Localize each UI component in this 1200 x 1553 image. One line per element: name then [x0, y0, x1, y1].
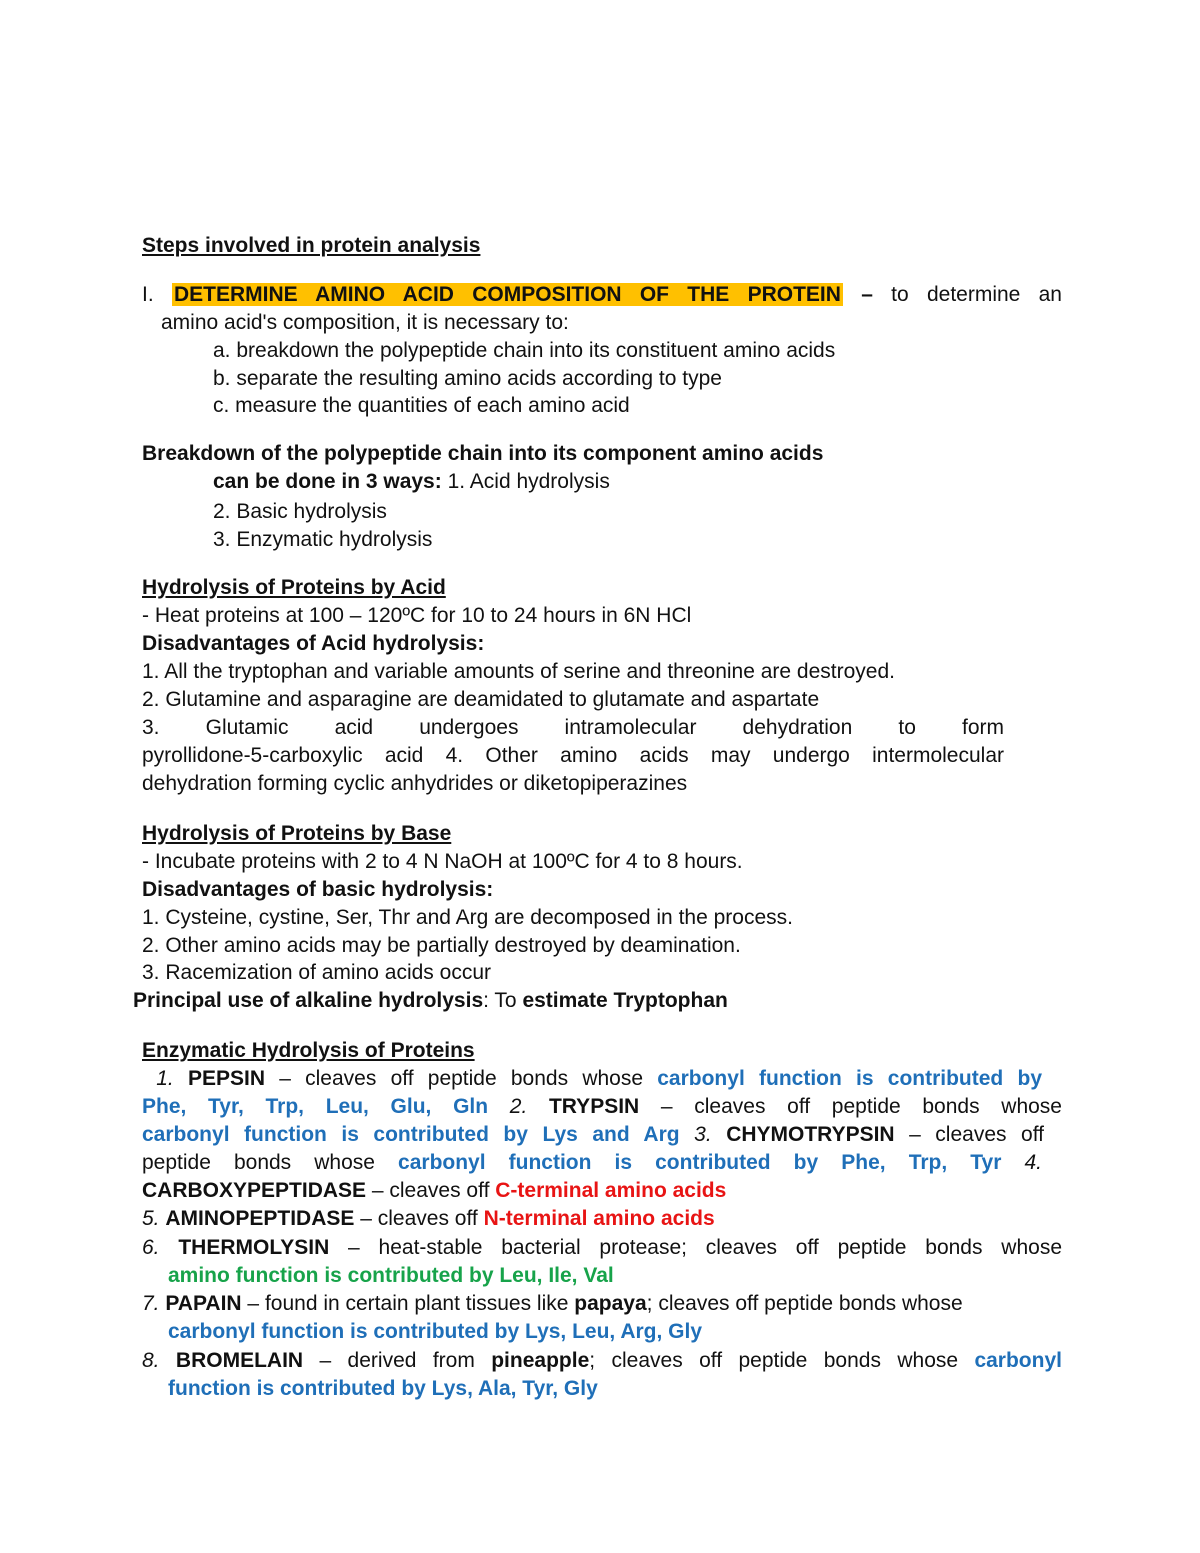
enzyme-text: – cleaves off [894, 1123, 1044, 1146]
acid-heading: Hydrolysis of Proteins by Acid [142, 576, 446, 599]
enzyme-text: ; cleaves off peptide bonds whose [646, 1292, 963, 1315]
enzyme-thermolysin: THERMOLYSIN [178, 1236, 330, 1259]
enzyme-line-12 [168, 1376, 598, 1402]
list-item: a. breakdown the polypeptide chain into its constituent amino acids [213, 339, 836, 362]
enzyme-source: papaya [574, 1292, 647, 1315]
alkaline-use-label: Principal use of alkaline hydrolysis [133, 989, 484, 1012]
alkaline-use-mid: : To [483, 989, 523, 1012]
list-item: c. measure the quantities of each amino acid [213, 394, 630, 417]
enzyme-text: – cleaves off peptide bonds whose [639, 1095, 1062, 1118]
page-title: Steps involved in protein analysis [142, 234, 481, 257]
enzyme-carboxypeptidase: CARBOXYPEPTIDASE [142, 1179, 367, 1202]
list-item: dehydration forming cyclic anhydrides or diketopiperazines [142, 772, 688, 795]
enzyme-text: peptide bonds whose [142, 1151, 399, 1174]
enzyme-papain: PAPAIN [165, 1292, 242, 1315]
enzyme-specificity: N-terminal amino acids [483, 1207, 715, 1230]
enzyme-text: – derived from [303, 1349, 492, 1372]
enzyme-number: 1. [156, 1067, 174, 1090]
alkaline-use-value: estimate Tryptophan [522, 989, 728, 1012]
list-item: 2. Other amino acids may be partially destroyed by deamination. [142, 934, 741, 957]
list-item: 3. Glutamic acid undergoes intramolecular dehydration to form [142, 716, 1004, 739]
enzyme-text: – heat-stable bacterial protease; cleaves off peptide bonds whose [329, 1236, 1062, 1259]
enzyme-number: 2. [509, 1095, 528, 1118]
breakdown-heading: Breakdown of the polypeptide chain into its component amino acids [142, 442, 824, 465]
list-item: 1. Cysteine, cystine, Ser, Thr and Arg are decomposed in the process. [142, 906, 793, 929]
enzyme-text: ; cleaves off peptide bonds whose [589, 1349, 975, 1372]
enzyme-line-3 [142, 1122, 1044, 1148]
section-1-heading-line: I. DETERMINE AMINO ACID COMPOSITION OF THE PROTEIN – to determine an [142, 283, 1062, 306]
enzyme-specificity: function is contributed by Lys, Ala, Tyr, Gly [168, 1377, 598, 1400]
base-disadvantages-heading: Disadvantages of basic hydrolysis: [142, 878, 494, 901]
enzyme-number: 7. [142, 1292, 160, 1315]
breakdown-lead-line [213, 469, 610, 495]
enzyme-line-11 [142, 1348, 1062, 1374]
enzyme-line-2 [142, 1094, 1062, 1120]
enzyme-text: – found in certain plant tissues like [241, 1292, 575, 1315]
section-1-number: I. [142, 283, 154, 306]
enzyme-line-5 [142, 1178, 726, 1204]
enzyme-specificity: amino function is contributed by Leu, Ile, Val [168, 1264, 614, 1287]
enzyme-specificity: Phe, Tyr, Trp, Leu, Glu, Gln [142, 1095, 489, 1118]
section-1-dash: – [861, 283, 873, 306]
section-1-highlight: DETERMINE AMINO ACID COMPOSITION OF THE PROTEIN [173, 283, 841, 306]
breakdown-lead: can be done in 3 ways: [213, 470, 442, 493]
enzyme-line-9 [142, 1291, 963, 1317]
enzyme-line-7 [142, 1235, 1062, 1261]
acid-step: - Heat proteins at 100 – 120ºC for 10 to 24 hours in 6N HCl [142, 604, 692, 627]
list-item: b. separate the resulting amino acids according to type [213, 367, 722, 390]
base-heading: Hydrolysis of Proteins by Base [142, 822, 452, 845]
enzyme-chymotrypsin: CHYMOTRYPSIN [726, 1123, 895, 1146]
list-item: 2. Glutamine and asparagine are deamidated to glutamate and aspartate [142, 688, 820, 711]
list-item: pyrollidone-5-carboxylic acid 4. Other amino acids may undergo intermolecular [142, 744, 1004, 767]
enzyme-specificity: carbonyl function is contributed by Phe, Trp, Tyr [398, 1151, 1002, 1174]
acid-disadvantages-heading: Disadvantages of Acid hydrolysis: [142, 632, 485, 655]
enzyme-bromelain: BROMELAIN [175, 1349, 304, 1372]
enzyme-number: 8. [142, 1349, 160, 1372]
enzyme-line-8 [168, 1263, 614, 1289]
enzyme-specificity: C-terminal amino acids [495, 1179, 727, 1202]
enzyme-text: – cleaves off [354, 1207, 484, 1230]
enzyme-number: 4. [1024, 1151, 1042, 1174]
breakdown-way-3: 3. Enzymatic hydrolysis [213, 528, 433, 551]
list-item: 3. Racemization of amino acids occur [142, 961, 491, 984]
enzyme-number: 5. [142, 1207, 160, 1230]
enzyme-specificity: carbonyl function is contributed by Lys and Arg [142, 1123, 680, 1146]
enzyme-aminopeptidase: AMINOPEPTIDASE [165, 1207, 355, 1230]
enzyme-number: 3. [694, 1123, 712, 1146]
enzyme-line-6 [142, 1206, 715, 1232]
list-item: 1. All the tryptophan and variable amounts of serine and threonine are destroyed. [142, 660, 895, 683]
enzyme-pepsin: PEPSIN [187, 1067, 266, 1090]
section-1-continuation: amino acid's composition, it is necessary to: [161, 311, 569, 334]
enzyme-specificity: carbonyl [974, 1349, 1062, 1372]
enzyme-line-10 [168, 1319, 702, 1345]
enzyme-trypsin: TRYPSIN [548, 1095, 640, 1118]
enzyme-specificity: carbonyl function is contributed by [657, 1067, 1042, 1090]
enzyme-line-1 [142, 1066, 1042, 1092]
breakdown-way-2: 2. Basic hydrolysis [213, 500, 387, 523]
enzyme-source: pineapple [491, 1349, 590, 1372]
enzyme-line-4 [142, 1150, 1042, 1176]
enzyme-text: – cleaves off [366, 1179, 496, 1202]
alkaline-use-line [133, 988, 728, 1014]
enzyme-specificity: carbonyl function is contributed by Lys, Leu, Arg, Gly [168, 1320, 703, 1343]
enzyme-number: 6. [142, 1236, 160, 1259]
enzyme-text: – cleaves off peptide bonds whose [265, 1067, 658, 1090]
base-step: - Incubate proteins with 2 to 4 N NaOH at 100ºC for 4 to 8 hours. [142, 850, 743, 873]
enzymatic-heading: Enzymatic Hydrolysis of Proteins [142, 1039, 475, 1062]
breakdown-way-1: 1. Acid hydrolysis [447, 470, 610, 493]
